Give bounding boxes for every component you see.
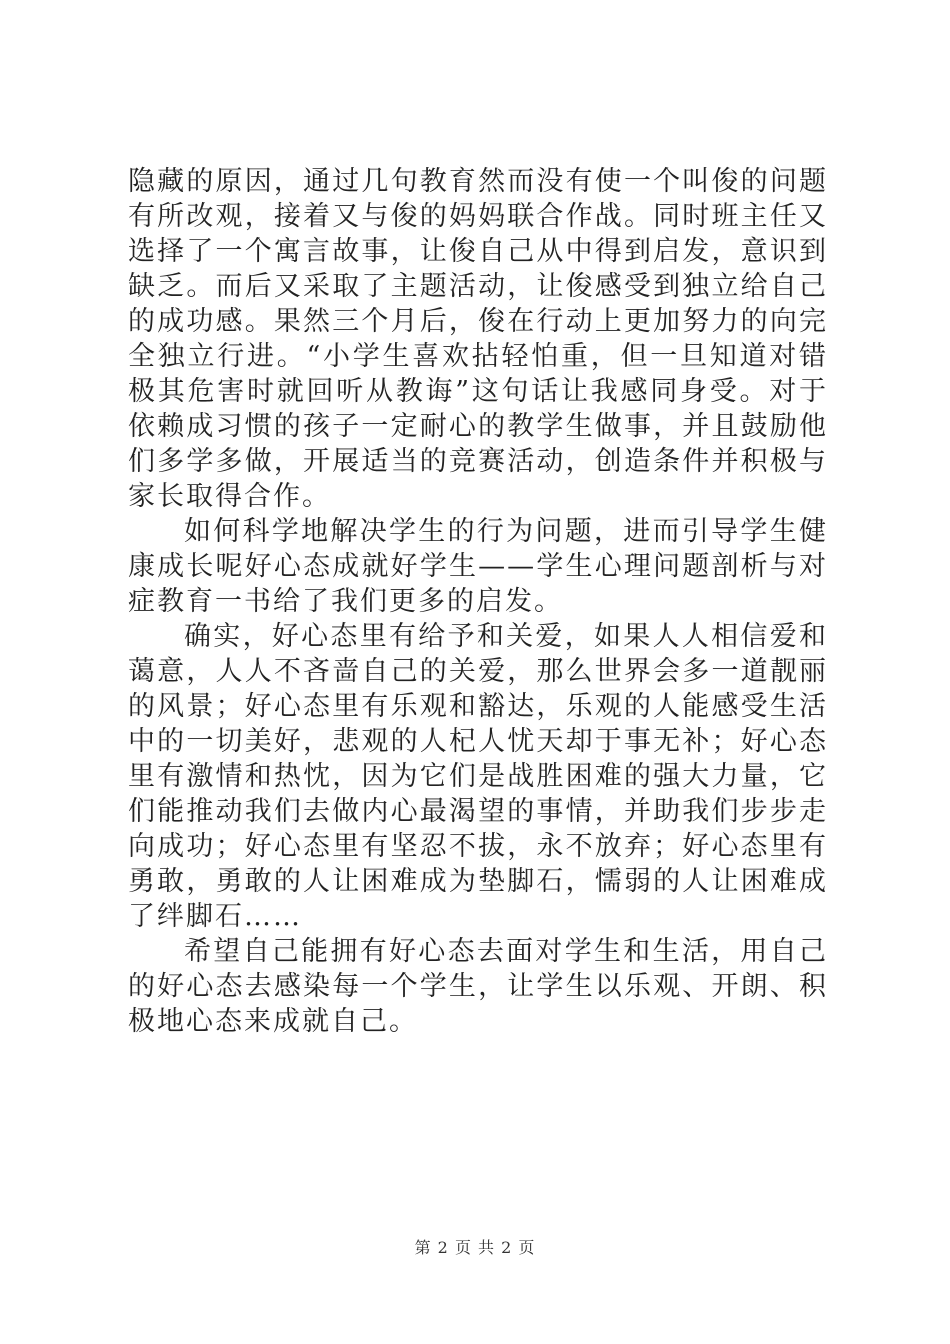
document-body [128,164,828,1039]
paragraph-question: 如何科学地解决学生的行为问题，进而引导学生健康成长呢好心态成就好学生——学生心理问题剖析与对症教育一书给了我们更多的启发。 [128,516,828,617]
paragraph-good-attitude: 确实，好心态里有给予和关爱，如果人人相信爱和蔼意，人人不吝啬自己的关爱，那么世界会多一道靓丽的风景；好心态里有乐观和豁达，乐观的人能感受生活中的一切美好，悲观的人杞人忧天却于事无补；好心态里有激情和热忱，因为它们是战胜困难的强大力量，它们能推动我们去做内心最渴望的事情，并助我们步步走向成功；好心态里有坚忍不拔，永不放弃；好心态里有勇敢，勇敢的人让困难成为垫脚石，懦弱的人让困难成了绊脚石…… [128,621,828,932]
paragraph-hope: 希望自己能拥有好心态去面对学生和生活，用自己的好心态去感染每一个学生，让学生以乐观、开朗、积极地心态来成就自己。 [128,936,828,1037]
page-footer: 第 2 页 共 2 页 [414,1238,536,1257]
paragraph-continuation: 隐藏的原因，通过几句教育然而没有使一个叫俊的问题有所改观，接着又与俊的妈妈联合作战。同时班主任又选择了一个寓言故事，让俊自己从中得到启发，意识到缺乏。而后又采取了主题活动，让俊感受到独立给自己的成功感。果然三个月后，俊在行动上更加努力的向完全独立行进。“小学生喜欢拈轻怕重，但一旦知道对错极其危害时就回听从教诲”这句话让我感同身受。对于依赖成习惯的孩子一定耐心的教学生做事，并且鼓励他们多学多做，开展适当的竞赛活动，创造条件并积极与家长取得合作。 [128,166,828,512]
